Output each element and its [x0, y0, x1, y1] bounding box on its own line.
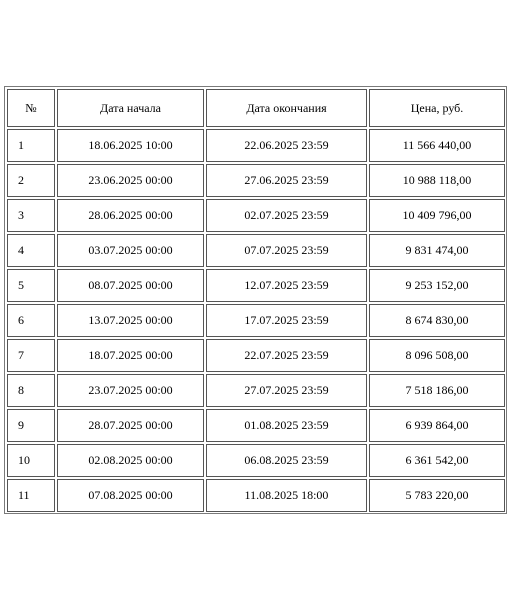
table-row — [7, 409, 505, 442]
price-schedule-table-frame — [4, 86, 507, 514]
header-end-date: Дата окончания — [206, 89, 367, 127]
cell-price: 10 988 118,00 — [369, 164, 505, 197]
cell-start-date: 28.06.2025 00:00 — [57, 199, 204, 232]
table-row — [7, 129, 505, 162]
cell-start-date: 23.07.2025 00:00 — [57, 374, 204, 407]
cell-start-date: 23.06.2025 00:00 — [57, 164, 204, 197]
cell-price: 6 361 542,00 — [369, 444, 505, 477]
cell-start-date: 18.07.2025 00:00 — [57, 339, 204, 372]
table-row — [7, 164, 505, 197]
cell-number: 8 — [7, 374, 55, 407]
cell-start-date: 07.08.2025 00:00 — [57, 479, 204, 512]
cell-price: 8 674 830,00 — [369, 304, 505, 337]
cell-end-date: 01.08.2025 23:59 — [206, 409, 367, 442]
cell-number: 10 — [7, 444, 55, 477]
cell-number: 6 — [7, 304, 55, 337]
cell-end-date: 07.07.2025 23:59 — [206, 234, 367, 267]
cell-end-date: 17.07.2025 23:59 — [206, 304, 367, 337]
cell-price: 6 939 864,00 — [369, 409, 505, 442]
cell-price: 8 096 508,00 — [369, 339, 505, 372]
cell-number: 9 — [7, 409, 55, 442]
cell-end-date: 11.08.2025 18:00 — [206, 479, 367, 512]
cell-start-date: 02.08.2025 00:00 — [57, 444, 204, 477]
cell-price: 7 518 186,00 — [369, 374, 505, 407]
cell-price: 9 253 152,00 — [369, 269, 505, 302]
cell-start-date: 13.07.2025 00:00 — [57, 304, 204, 337]
table-row — [7, 339, 505, 372]
table-row — [7, 304, 505, 337]
cell-number: 2 — [7, 164, 55, 197]
cell-start-date: 18.06.2025 10:00 — [57, 129, 204, 162]
cell-end-date: 27.06.2025 23:59 — [206, 164, 367, 197]
cell-start-date: 03.07.2025 00:00 — [57, 234, 204, 267]
cell-end-date: 06.08.2025 23:59 — [206, 444, 367, 477]
header-number: № — [7, 89, 55, 127]
cell-price: 11 566 440,00 — [369, 129, 505, 162]
table-body — [7, 129, 505, 512]
table-row — [7, 269, 505, 302]
table-row — [7, 479, 505, 512]
cell-start-date: 28.07.2025 00:00 — [57, 409, 204, 442]
header-start-date: Дата начала — [57, 89, 204, 127]
cell-start-date: 08.07.2025 00:00 — [57, 269, 204, 302]
cell-number: 11 — [7, 479, 55, 512]
cell-number: 1 — [7, 129, 55, 162]
cell-price: 9 831 474,00 — [369, 234, 505, 267]
cell-price: 10 409 796,00 — [369, 199, 505, 232]
table-row — [7, 234, 505, 267]
cell-number: 3 — [7, 199, 55, 232]
table-row — [7, 444, 505, 477]
header-price: Цена, руб. — [369, 89, 505, 127]
cell-end-date: 22.06.2025 23:59 — [206, 129, 367, 162]
cell-end-date: 12.07.2025 23:59 — [206, 269, 367, 302]
price-schedule-table — [5, 87, 507, 514]
cell-number: 5 — [7, 269, 55, 302]
table-row — [7, 199, 505, 232]
cell-number: 7 — [7, 339, 55, 372]
cell-end-date: 27.07.2025 23:59 — [206, 374, 367, 407]
table-header-row — [7, 89, 505, 127]
cell-number: 4 — [7, 234, 55, 267]
cell-price: 5 783 220,00 — [369, 479, 505, 512]
cell-end-date: 22.07.2025 23:59 — [206, 339, 367, 372]
table-row — [7, 374, 505, 407]
cell-end-date: 02.07.2025 23:59 — [206, 199, 367, 232]
